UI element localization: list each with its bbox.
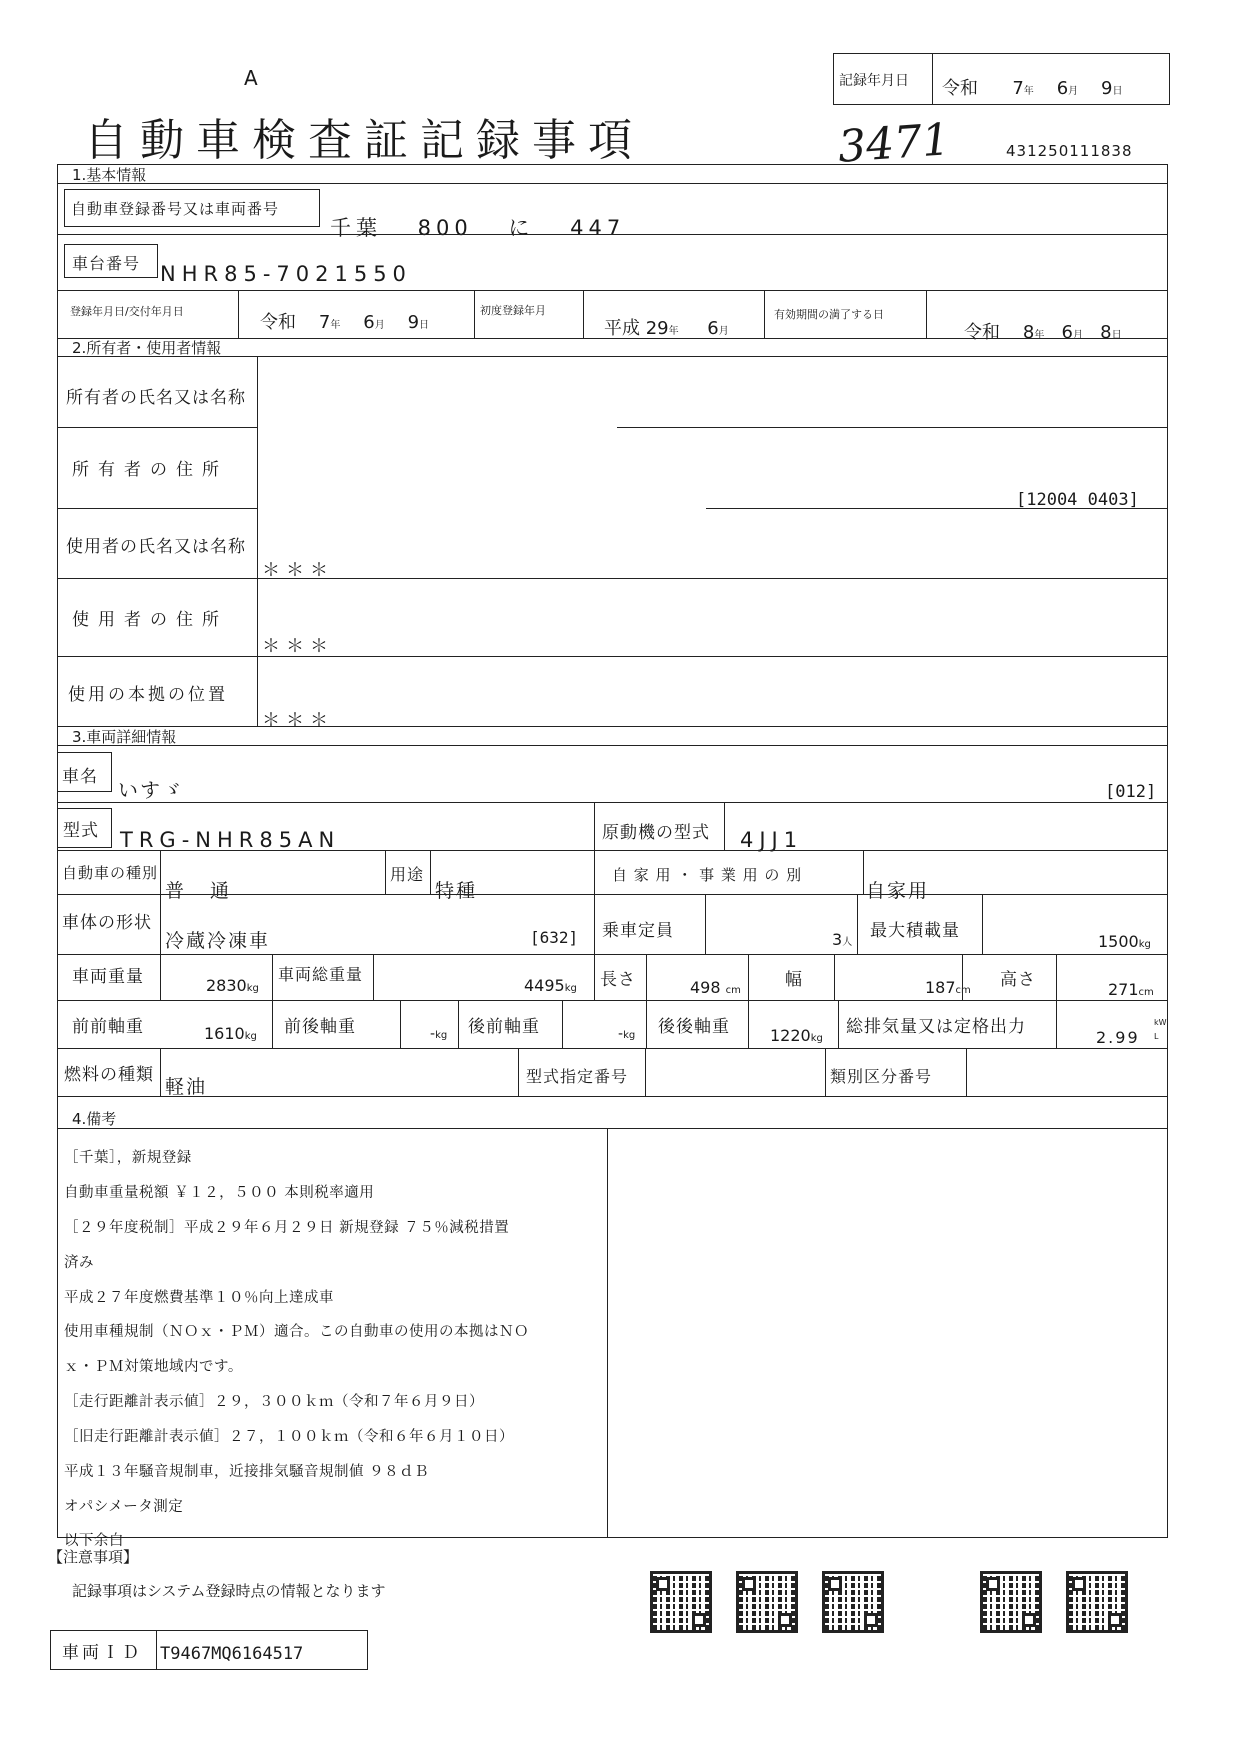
displacement-label: 総排気量又は定格出力 — [846, 1017, 1026, 1037]
body-shape-value: 冷蔵冷凍車 — [165, 930, 271, 952]
record-date-label: 記録年月日 — [839, 73, 909, 89]
vehicle-weight-value: 2830kg — [206, 976, 259, 995]
page-title: 自動車検査証記録事項 — [84, 115, 644, 166]
engine-model-value: 4JJ1 — [740, 828, 804, 852]
kind-value: 普 通 — [165, 880, 240, 902]
record-date-value: 令和 7年 6月 9日 — [942, 78, 1123, 99]
serial-number: 431250111838 — [1006, 142, 1133, 160]
body-shape-label: 車体の形状 — [62, 913, 152, 933]
car-name-code: [012] — [1105, 782, 1157, 802]
width-value: 187cm — [925, 978, 971, 997]
remarks-line: ［千葉］，新規登録 — [64, 1150, 192, 1167]
remarks-line: 以下余白 — [64, 1533, 124, 1550]
expiry-value: 令和 8年 6月 8日 — [964, 322, 1122, 343]
remarks-line: 自動車重量税額 ￥１２，５００ 本則税率適用 — [64, 1185, 375, 1202]
section-basic: 1.基本情報 — [72, 166, 147, 184]
remarks-line: ｘ・ＰＭ対策地域内です。 — [64, 1359, 243, 1376]
owner-name-label: 所有者の氏名又は名称 — [66, 388, 246, 408]
remarks-line: オパシメータ測定 — [64, 1498, 184, 1515]
section-remarks: 4.備考 — [72, 1110, 117, 1128]
capacity-value: 3人 — [832, 930, 853, 949]
front-rear-axle-label: 前後軸重 — [284, 1017, 356, 1037]
front-front-axle-label: 前前軸重 — [72, 1017, 144, 1037]
displacement-unit: kW L — [1154, 1018, 1167, 1041]
use-value: 特種 — [435, 880, 478, 902]
qr-code-2 — [736, 1571, 798, 1633]
gross-weight-label: 車両総重量 — [278, 965, 364, 984]
chassis-value: NHR85-7021550 — [160, 262, 412, 286]
section-vehicle: 3.車両詳細情報 — [72, 728, 177, 746]
width-label: 幅 — [785, 970, 803, 990]
reg-no-value: 千葉 800 に 447 — [330, 216, 626, 240]
business-use-label: 自 家 用 ・ 事 業 用 の 別 — [612, 866, 803, 884]
base-location-label: 使用の本拠の位置 — [68, 685, 228, 705]
height-value: 271cm — [1108, 980, 1154, 999]
model-label: 型式 — [63, 821, 99, 841]
fuel-type-label: 燃料の種類 — [64, 1065, 154, 1085]
qr-code-4 — [980, 1571, 1042, 1633]
remarks-line: 済み — [64, 1254, 94, 1271]
use-label: 用途 — [390, 865, 425, 884]
user-address-value: ＊＊＊ — [262, 636, 334, 657]
engine-model-label: 原動機の型式 — [602, 823, 710, 843]
kind-label: 自動車の種別 — [62, 864, 159, 882]
rear-front-axle-label: 後前軸重 — [468, 1017, 540, 1037]
type-designation-label: 型式指定番号 — [526, 1067, 629, 1086]
handwritten-number: 3471 — [836, 114, 952, 173]
notice-text: 記録事項はシステム登録時点の情報となります — [72, 1582, 386, 1600]
expiry-label: 有効期間の満了する日 — [774, 308, 884, 321]
section-owner: 2.所有者・使用者情報 — [72, 339, 222, 357]
vehicle-id-value: T9467MQ6164517 — [160, 1644, 304, 1664]
rear-rear-axle-label: 後後軸重 — [658, 1017, 730, 1037]
vehicle-id-label: 車両ＩＤ — [62, 1643, 142, 1663]
capacity-label: 乗車定員 — [602, 921, 674, 941]
car-name-label: 車名 — [62, 767, 98, 787]
user-name-label: 使用者の氏名又は名称 — [66, 537, 246, 557]
qr-code-3 — [822, 1571, 884, 1633]
qr-code-5 — [1066, 1571, 1128, 1633]
qr-code-1 — [650, 1571, 712, 1633]
remarks-line: 使用車種規制（ＮＯｘ・ＰＭ）適合。この自動車の使用の本拠はＮＯ — [64, 1324, 529, 1341]
front-rear-axle-value: -kg — [430, 1026, 448, 1042]
remarks-text — [64, 1133, 529, 1568]
remarks-line: ［２９年度税制］平成２９年６月２９日 新規登録 ７５％減税措置 — [64, 1220, 510, 1237]
form-mark: A — [244, 66, 258, 90]
model-value: TRG-NHR85AN — [120, 828, 341, 852]
max-load-value: 1500kg — [1098, 932, 1151, 951]
owner-address-label: 所有者の住所 — [72, 460, 228, 480]
car-name-value: いすゞ — [118, 778, 184, 802]
business-use-value: 自家用 — [866, 880, 930, 902]
remarks-line: 平成１３年騒音規制車，近接排気騒音規制値 ９８ｄＢ — [64, 1463, 430, 1480]
length-label: 長さ — [600, 970, 636, 990]
user-name-value: ＊＊＊ — [262, 560, 334, 581]
base-location-value: ＊＊＊ — [262, 710, 334, 731]
remarks-line: ［旧走行距離計表示値］２７，１００ｋｍ（令和６年６月１０日） — [64, 1428, 514, 1445]
fuel-type-value: 軽油 — [165, 1076, 208, 1098]
vehicle-weight-label: 車両重量 — [72, 967, 144, 987]
height-label: 高さ — [1000, 970, 1036, 990]
front-front-axle-value: 1610kg — [204, 1024, 257, 1043]
remarks-line: 平成２７年度燃費基準１０％向上達成車 — [64, 1289, 334, 1306]
first-reg-value: 平成 29年 6月 — [604, 318, 729, 339]
body-shape-code: [632] — [530, 928, 579, 947]
length-value: 498 cm — [690, 978, 741, 997]
first-reg-label: 初度登録年月 — [480, 304, 546, 317]
chassis-label: 車台番号 — [72, 254, 141, 273]
max-load-label: 最大積載量 — [870, 921, 960, 941]
user-address-label: 使用者の住所 — [72, 610, 228, 630]
displacement-value: 2.99 — [1096, 1028, 1140, 1047]
rear-front-axle-value: -kg — [618, 1026, 636, 1042]
reg-date-label: 登録年月日/交付年月日 — [70, 305, 184, 318]
owner-address-code: [12004 0403] — [1016, 490, 1139, 510]
class-number-label: 類別区分番号 — [830, 1067, 933, 1086]
rear-rear-axle-value: 1220kg — [770, 1026, 823, 1045]
reg-no-label: 自動車登録番号又は車両番号 — [71, 200, 280, 218]
reg-date-value: 令和 7年 6月 9日 — [260, 312, 430, 333]
gross-weight-value: 4495kg — [524, 976, 577, 995]
notice-title: 【注意事項】 — [48, 1548, 139, 1566]
remarks-line: ［走行距離計表示値］２９，３００ｋｍ（令和７年６月９日） — [64, 1394, 484, 1411]
